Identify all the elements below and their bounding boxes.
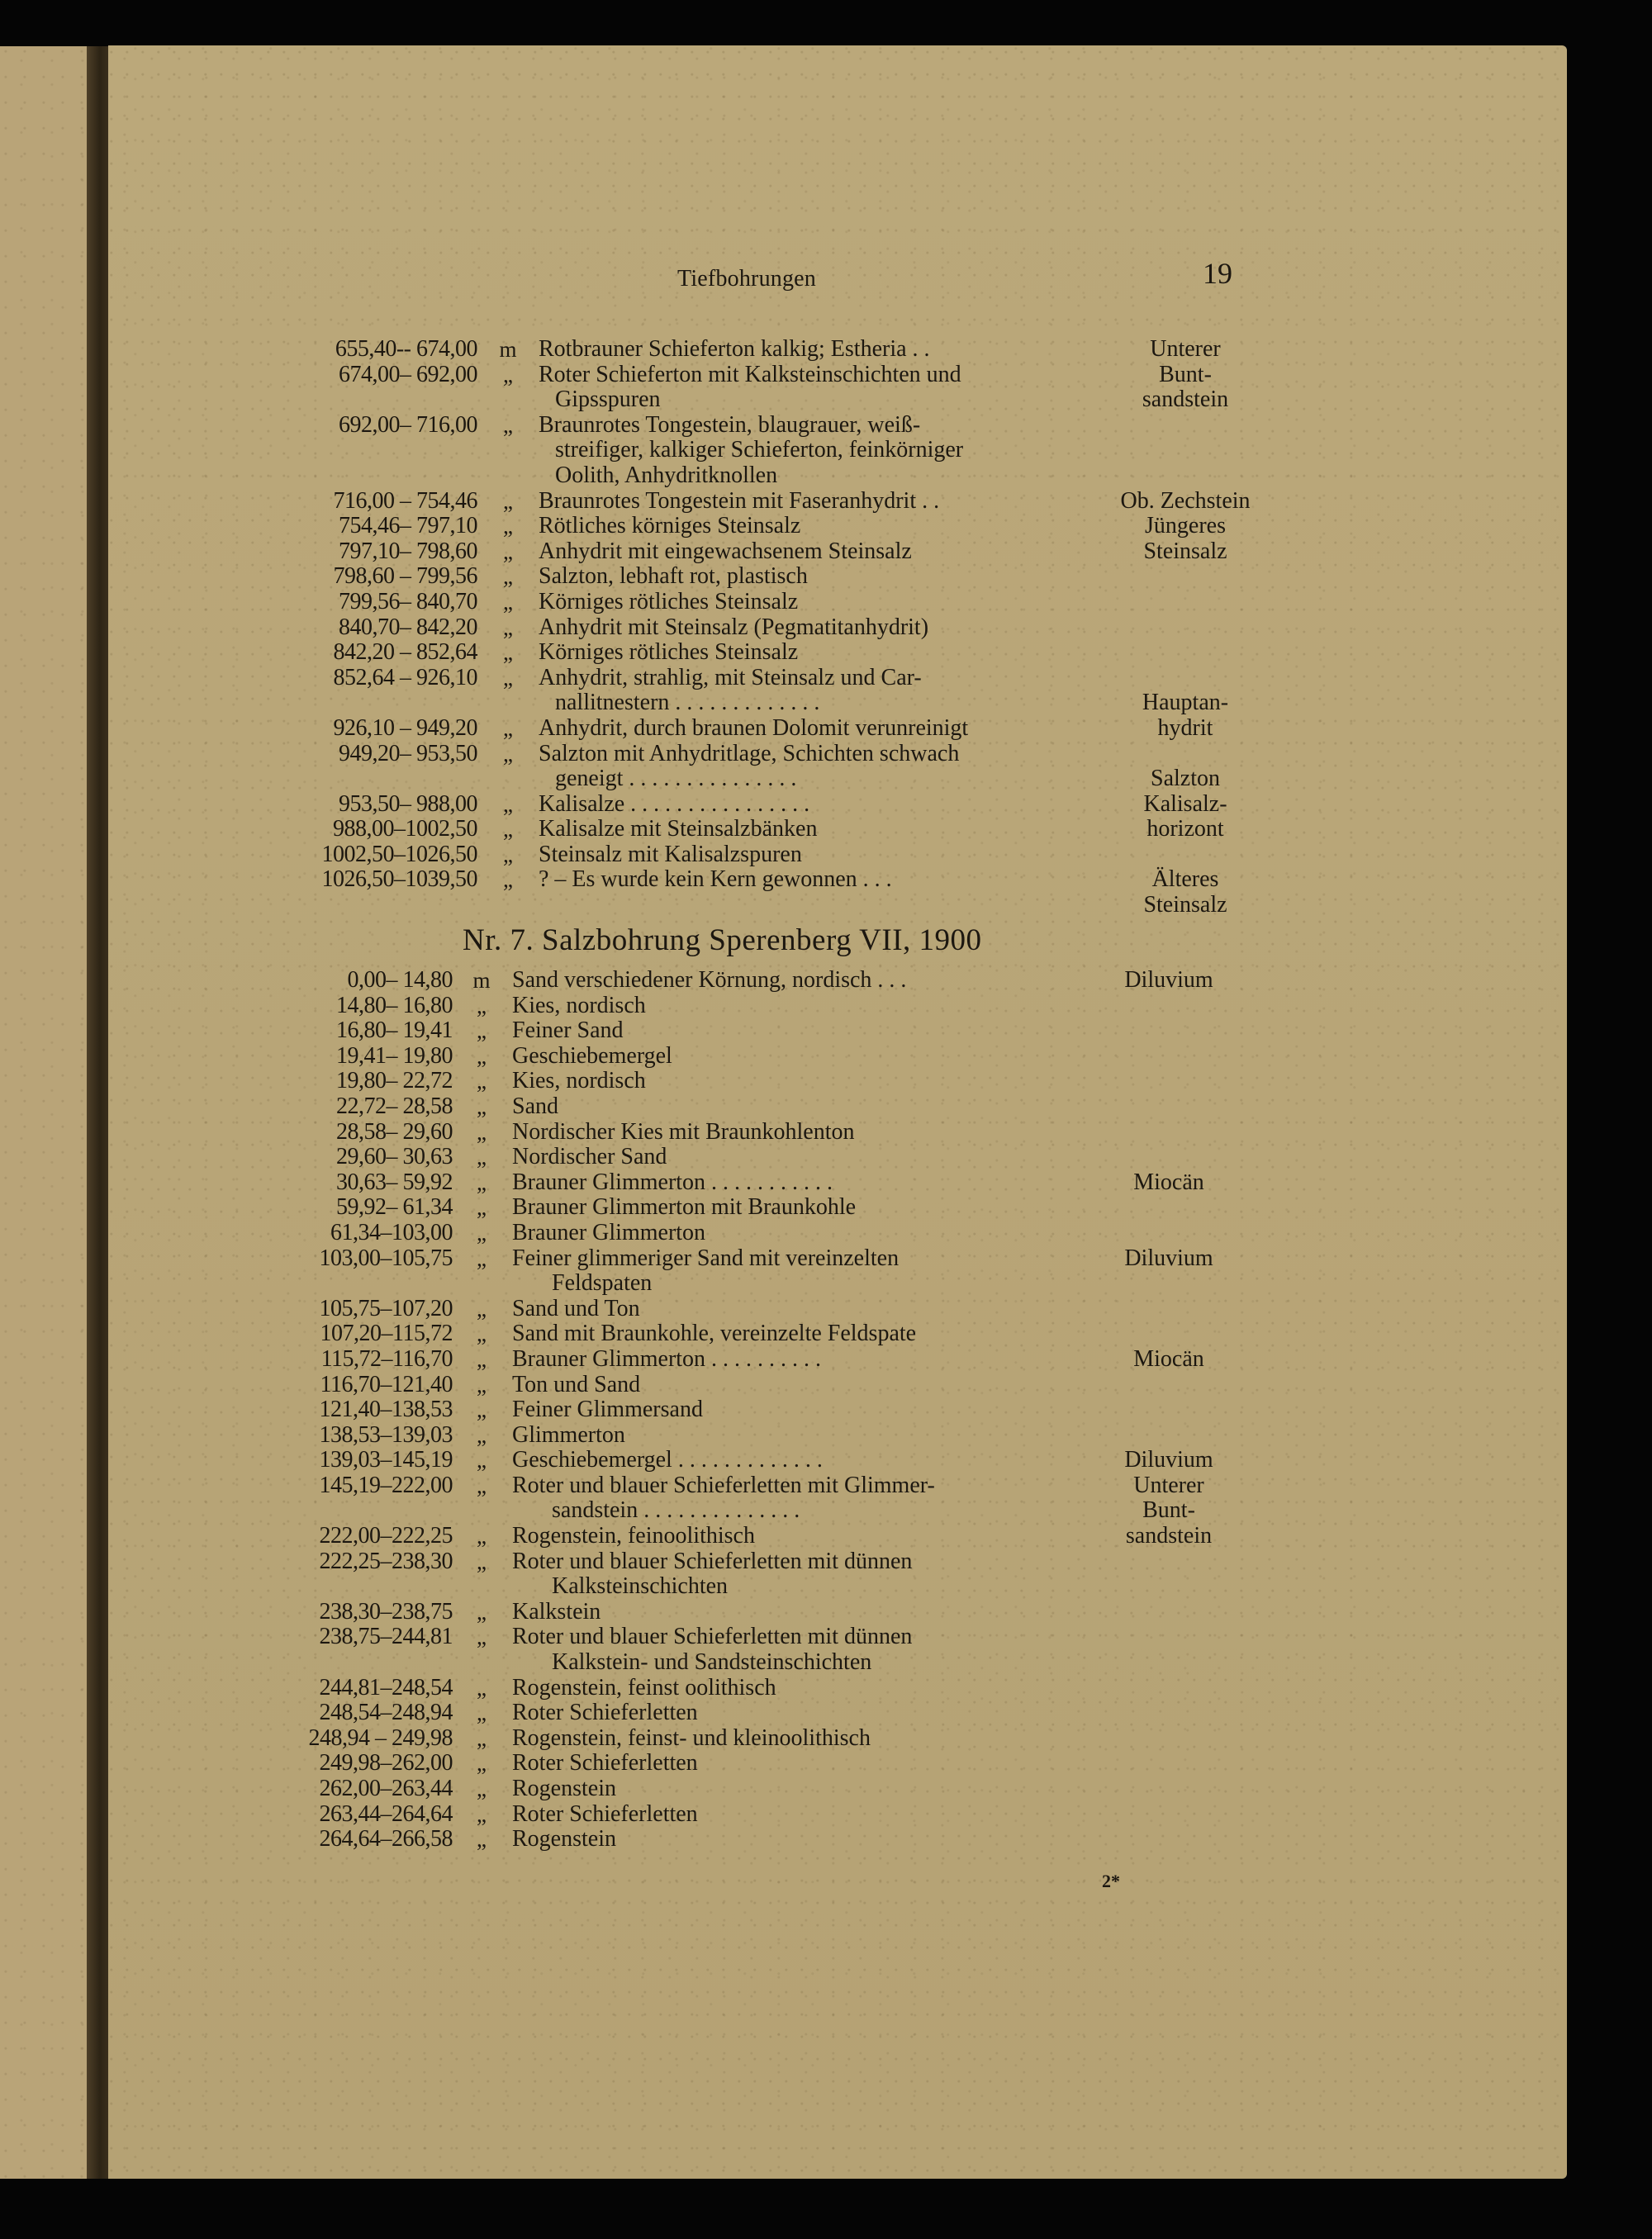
table-row (248, 514, 1322, 539)
stratigraphy-label: Salzton (1151, 766, 1220, 792)
table-row (248, 867, 1322, 893)
layer-description: Roter Schieferletten (512, 1750, 698, 1776)
unit-mark: „ (503, 715, 513, 741)
depth-range: 145,19–222,00 (319, 1472, 453, 1498)
layer-description: Sand (512, 1093, 558, 1119)
unit-mark: „ (503, 791, 513, 817)
unit-mark: „ (477, 1245, 487, 1271)
depth-range: 19,41– 19,80 (336, 1042, 453, 1069)
unit-mark: „ (477, 1625, 487, 1650)
running-head: Tiefbohrungen (677, 266, 817, 292)
table-row (248, 1195, 1322, 1221)
table-row (248, 1600, 1322, 1625)
table-row (248, 1726, 1322, 1752)
unit-mark: „ (503, 589, 513, 614)
layer-description: Feldspaten (552, 1270, 653, 1297)
layer-description: sandstein . . . . . . . . . . . . . . (552, 1497, 800, 1524)
unit-mark: „ (503, 514, 513, 539)
unit-mark: „ (477, 1069, 487, 1094)
book-gutter (87, 46, 108, 2179)
depth-range: 799,56– 840,70 (339, 588, 477, 614)
depth-range: 655,40-- 674,00 (335, 336, 477, 362)
unit-mark: „ (503, 538, 513, 564)
depth-range: 139,03–145,19 (319, 1447, 453, 1473)
page-number: 19 (1203, 257, 1232, 290)
depth-range: 238,75–244,81 (319, 1624, 453, 1650)
layer-description: Roter und blauer Schieferletten mit dünnen (512, 1548, 913, 1574)
depth-range: 840,70– 842,20 (339, 614, 477, 640)
table-row (248, 1827, 1322, 1852)
depth-range: 953,50– 988,00 (339, 790, 477, 817)
layer-description: Sand und Ton (512, 1295, 640, 1321)
stratigraphy-label: Älteres (1151, 866, 1219, 893)
layer-description: Salzton, lebhaft rot, plastisch (539, 563, 808, 590)
layer-description: Brauner Glimmerton (512, 1219, 706, 1245)
table-row (248, 1524, 1322, 1549)
layer-description: Kalkstein (512, 1598, 601, 1625)
unit-mark: „ (477, 1725, 487, 1751)
depth-range: 263,44–264,64 (319, 1800, 453, 1827)
layer-description: Feiner Sand (512, 1018, 624, 1044)
depth-range: 28,58– 29,60 (336, 1118, 453, 1145)
unit-mark: „ (477, 1169, 487, 1195)
unit-mark: „ (503, 412, 513, 438)
unit-mark: „ (503, 842, 513, 867)
layer-description: Rogenstein, feinst oolithisch (512, 1674, 776, 1701)
table-row (248, 438, 1322, 463)
unit-mark: „ (477, 1524, 487, 1549)
borehole-log-table-continued (248, 337, 1322, 918)
layer-description: geneigt . . . . . . . . . . . . . . . (555, 766, 797, 792)
layer-description: Brauner Glimmerton . . . . . . . . . . . (512, 1169, 833, 1195)
layer-description: Brauner Glimmerton mit Braunkohle (512, 1194, 857, 1221)
table-row (248, 337, 1322, 363)
layer-description: Roter Schieferletten (512, 1700, 698, 1726)
layer-description: Anhydrit, durch braunen Dolomit verunreinigt (539, 714, 969, 741)
layer-description: Ton und Sand (512, 1371, 641, 1397)
unit-mark: „ (477, 1473, 487, 1498)
stratigraphy-label: Kalisalz- (1143, 790, 1227, 817)
depth-range: 842,20 – 852,64 (333, 639, 477, 666)
layer-description: Anhydrit mit eingewachsenem Steinsalz (539, 538, 912, 564)
unit-mark: „ (477, 1119, 487, 1145)
layer-description: Anhydrit, strahlig, mit Steinsalz und Car- (539, 664, 922, 690)
table-row (248, 1145, 1322, 1170)
depth-range: 244,81–248,54 (319, 1674, 453, 1701)
unit-mark: „ (477, 1422, 487, 1448)
depth-range: 248,94 – 249,98 (308, 1724, 453, 1751)
table-row (248, 539, 1322, 565)
layer-description: streifiger, kalkiger Schieferton, feinkörniger (555, 437, 964, 463)
stratigraphy-label: Diluvium (1124, 967, 1213, 993)
table-row (248, 1094, 1322, 1120)
layer-description: Roter Schieferton mit Kalksteinschichten und (539, 361, 961, 387)
stratigraphy-label: Steinsalz (1143, 892, 1227, 918)
stratigraphy-label: Miocän (1133, 1169, 1204, 1195)
depth-range: 852,64 – 926,10 (333, 664, 477, 690)
depth-range: 674,00– 692,00 (339, 361, 477, 387)
layer-description: Rogenstein, feinst- und kleinoolithisch (512, 1724, 871, 1751)
layer-description: Salzton mit Anhydritlage, Schichten schwach (539, 740, 960, 766)
unit-mark: „ (477, 1346, 487, 1372)
depth-range: 1026,50–1039,50 (321, 866, 477, 893)
stratigraphy-label: hydrit (1157, 714, 1213, 741)
table-row (248, 1373, 1322, 1398)
table-row (248, 489, 1322, 515)
stratigraphy-label: Hauptan- (1142, 690, 1229, 716)
unit-mark: „ (477, 1776, 487, 1801)
unit-mark: „ (477, 1093, 487, 1119)
layer-description: Gipsspuren (555, 387, 661, 413)
depth-range: 798,60 – 799,56 (333, 563, 477, 590)
depth-range: 138,53–139,03 (319, 1421, 453, 1448)
layer-description: Glimmerton (512, 1421, 625, 1448)
unit-mark: „ (503, 741, 513, 766)
table-row (248, 742, 1322, 767)
stratigraphy-label: sandstein (1125, 1523, 1213, 1549)
stratigraphy-label: Jüngeres (1145, 513, 1226, 539)
table-row (248, 1498, 1322, 1524)
unit-mark: „ (477, 1321, 487, 1347)
stratigraphy-label: Unterer (1133, 1472, 1204, 1498)
unit-mark: „ (477, 1549, 487, 1574)
table-row (248, 1751, 1322, 1776)
table-row (248, 1018, 1322, 1044)
layer-description: Roter und blauer Schieferletten mit Glimmer- (512, 1472, 935, 1498)
layer-description: Braunrotes Tongestein mit Faseranhydrit . . (539, 487, 940, 514)
layer-description: Kalisalze mit Steinsalzbänken (539, 816, 818, 842)
layer-description: Geschiebemergel . . . . . . . . . . . . . (512, 1447, 823, 1473)
layer-description: Brauner Glimmerton . . . . . . . . . . (512, 1345, 822, 1372)
layer-description: Körniges rötliches Steinsalz (539, 588, 799, 614)
unit-mark: „ (477, 1448, 487, 1473)
layer-description: Sand mit Braunkohle, vereinzelte Feldspate (512, 1321, 917, 1347)
table-row (248, 590, 1322, 615)
layer-description: Nordischer Kies mit Braunkohlenton (512, 1118, 855, 1145)
unit-mark: „ (477, 1145, 487, 1170)
table-row (248, 1321, 1322, 1347)
table-row (248, 1170, 1322, 1196)
stratigraphy-label: sandstein (1142, 387, 1229, 413)
table-row (248, 716, 1322, 742)
table-row (248, 1246, 1322, 1272)
table-row (248, 1701, 1322, 1726)
table-row (248, 413, 1322, 439)
table-row (248, 792, 1322, 818)
unit-mark: „ (477, 1701, 487, 1726)
depth-range: 16,80– 19,41 (336, 1018, 453, 1044)
unit-mark: „ (477, 1018, 487, 1044)
table-row (248, 564, 1322, 590)
table-row (248, 387, 1322, 413)
signature-mark: 2* (1102, 1871, 1120, 1891)
layer-description: Kalkstein- und Sandsteinschichten (552, 1649, 872, 1676)
layer-description: Rogenstein (512, 1776, 616, 1801)
depth-range: 121,40–138,53 (319, 1397, 453, 1423)
depth-range: 116,70–121,40 (320, 1371, 453, 1397)
depth-range: 988,00–1002,50 (333, 816, 477, 842)
layer-description: Rogenstein (512, 1826, 616, 1852)
unit-mark: „ (477, 993, 487, 1018)
stratigraphy-label: Steinsalz (1143, 538, 1227, 564)
table-row (248, 766, 1322, 792)
layer-description: Feiner glimmeriger Sand mit vereinzelten (512, 1245, 900, 1271)
layer-description: Roter Schieferletten (512, 1800, 698, 1827)
depth-range: 19,80– 22,72 (336, 1068, 453, 1094)
depth-range: 22,72– 28,58 (336, 1093, 453, 1119)
depth-range: 754,46– 797,10 (339, 513, 477, 539)
borehole-log-table-sperenberg-vii (248, 968, 1322, 1852)
layer-description: Braunrotes Tongestein, blaugrauer, weiß- (539, 411, 921, 438)
stratigraphy-label: Miocän (1133, 1345, 1204, 1372)
depth-range: 248,54–248,94 (319, 1700, 453, 1726)
unit-mark: „ (477, 1397, 487, 1423)
layer-description: Kies, nordisch (512, 1068, 646, 1094)
layer-description: Oolith, Anhydritknollen (555, 462, 778, 488)
depth-range: 926,10 – 949,20 (333, 714, 477, 741)
table-row (248, 1676, 1322, 1701)
unit-mark: „ (477, 1675, 487, 1701)
stratigraphy-label: Diluvium (1124, 1447, 1213, 1473)
unit-mark: „ (477, 1195, 487, 1221)
table-row (248, 1397, 1322, 1423)
layer-description: Anhydrit mit Steinsalz (Pegmatitanhydrit) (539, 614, 929, 640)
layer-description: nallitnestern . . . . . . . . . . . . . (555, 690, 820, 716)
table-row (248, 1044, 1322, 1070)
table-row (248, 1297, 1322, 1322)
layer-description: Kalisalze . . . . . . . . . . . . . . . . (539, 790, 810, 817)
unit-mark: „ (503, 614, 513, 640)
unit-mark: „ (477, 1751, 487, 1776)
depth-range: 249,98–262,00 (319, 1750, 453, 1776)
depth-range: 115,72–116,70 (320, 1345, 453, 1372)
unit-mark: „ (503, 564, 513, 590)
depth-range: 797,10– 798,60 (339, 538, 477, 564)
table-row (248, 1423, 1322, 1449)
table-row (248, 1650, 1322, 1676)
unit-mark: „ (503, 640, 513, 666)
unit-mark: „ (477, 1372, 487, 1397)
depth-range: 30,63– 59,92 (336, 1169, 453, 1195)
depth-range: 61,34–103,00 (330, 1219, 453, 1245)
table-row (248, 1625, 1322, 1650)
depth-range: 107,20–115,72 (320, 1321, 453, 1347)
table-row (248, 1473, 1322, 1499)
layer-description: Geschiebemergel (512, 1042, 672, 1069)
table-row (248, 1271, 1322, 1297)
table-row (248, 1069, 1322, 1094)
unit-mark: „ (477, 1599, 487, 1625)
previous-page-edge (0, 46, 87, 2179)
depth-range: 222,00–222,25 (319, 1523, 453, 1549)
table-row (248, 842, 1322, 868)
unit-mark: „ (477, 1043, 487, 1069)
table-row (248, 1347, 1322, 1373)
stratigraphy-label: Ob. Zechstein (1120, 487, 1251, 514)
table-row (248, 363, 1322, 388)
depth-range: 0,00– 14,80 (347, 967, 453, 993)
depth-range: 222,25–238,30 (319, 1548, 453, 1574)
layer-description: Sand verschiedener Körnung, nordisch . . . (512, 967, 907, 993)
table-row (248, 615, 1322, 641)
table-row (248, 640, 1322, 666)
table-row (248, 1448, 1322, 1473)
unit-mark: „ (477, 1220, 487, 1245)
layer-description: Nordischer Sand (512, 1144, 667, 1170)
stratigraphy-label: Bunt- (1142, 1497, 1195, 1524)
depth-range: 264,64–266,58 (319, 1826, 453, 1852)
depth-range: 14,80– 16,80 (336, 992, 453, 1018)
unit-mark: „ (477, 1801, 487, 1827)
table-row (248, 968, 1322, 994)
table-row (248, 1776, 1322, 1802)
layer-description: Kies, nordisch (512, 992, 646, 1018)
unit-mark: „ (503, 488, 513, 514)
unit-mark: „ (503, 817, 513, 842)
stratigraphy-label: Unterer (1150, 336, 1221, 362)
table-row (248, 690, 1322, 716)
depth-range: 103,00–105,75 (319, 1245, 453, 1271)
layer-description: Rötliches körniges Steinsalz (539, 513, 801, 539)
table-row (248, 1574, 1322, 1600)
stratigraphy-label: Diluvium (1124, 1245, 1213, 1271)
depth-range: 949,20– 953,50 (339, 740, 477, 766)
layer-description: Körniges rötliches Steinsalz (539, 639, 799, 666)
layer-description: Feiner Glimmersand (512, 1397, 703, 1423)
table-row (248, 1802, 1322, 1828)
table-row (248, 817, 1322, 842)
unit-mark: „ (503, 665, 513, 690)
depth-range: 59,92– 61,34 (336, 1194, 453, 1221)
layer-description: Roter und blauer Schieferletten mit dünnen (512, 1624, 913, 1650)
layer-description: Rotbrauner Schieferton kalkig; Estheria . . (539, 336, 930, 362)
section-title: Nr. 7. Salzbohrung Sperenberg VII, 1900 (463, 923, 982, 957)
depth-range: 692,00– 716,00 (339, 411, 477, 438)
layer-description: Kalksteinschichten (552, 1573, 729, 1600)
stratigraphy-label: horizont (1146, 816, 1224, 842)
depth-range: 105,75–107,20 (319, 1295, 453, 1321)
table-row (248, 1549, 1322, 1575)
unit-mark: m (472, 968, 491, 993)
stratigraphy-label: Bunt- (1159, 361, 1212, 387)
unit-mark: „ (477, 1296, 487, 1321)
unit-mark: „ (503, 362, 513, 387)
layer-description: Steinsalz mit Kalisalzspuren (539, 841, 802, 867)
depth-range: 29,60– 30,63 (336, 1144, 453, 1170)
layer-description: ? – Es wurde kein Kern gewonnen . . . (539, 866, 892, 893)
table-row (248, 1221, 1322, 1246)
depth-range: 716,00 – 754,46 (333, 487, 477, 514)
table-row (248, 1120, 1322, 1146)
unit-mark: m (499, 337, 517, 362)
table-row (248, 463, 1322, 489)
unit-mark: „ (503, 867, 513, 893)
depth-range: 1002,50–1026,50 (321, 841, 477, 867)
depth-range: 238,30–238,75 (319, 1598, 453, 1625)
depth-range: 262,00–263,44 (319, 1776, 453, 1801)
table-row (248, 994, 1322, 1019)
layer-description: Rogenstein, feinoolithisch (512, 1523, 755, 1549)
table-row (248, 893, 1322, 918)
table-row (248, 666, 1322, 691)
unit-mark: „ (477, 1827, 487, 1852)
